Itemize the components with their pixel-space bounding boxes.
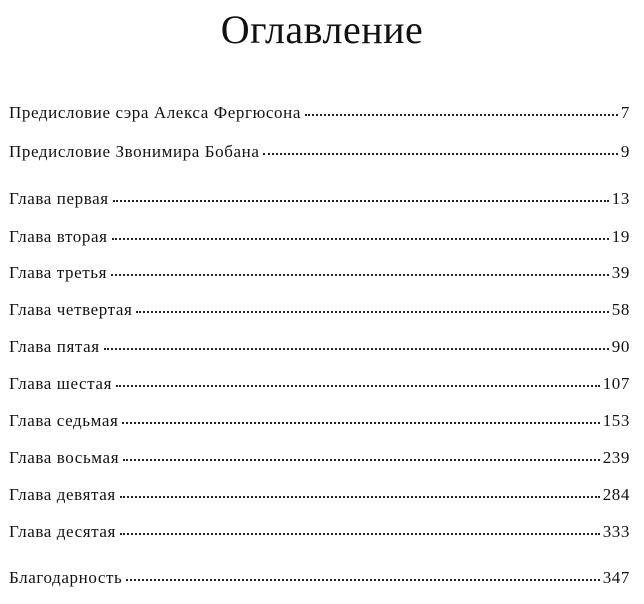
dot-leader [123, 459, 600, 461]
toc-entry-page: 7 [620, 103, 630, 122]
toc-entry-label: Глава вторая [9, 227, 108, 246]
toc-entry-chapter-9[interactable] [9, 484, 630, 506]
dot-leader [120, 533, 600, 535]
toc-entry-chapter-7[interactable] [9, 410, 630, 432]
dot-leader [111, 274, 609, 276]
toc-entry-label: Благодарность [9, 568, 123, 587]
dot-leader [263, 153, 617, 155]
dot-leader [136, 311, 608, 313]
toc-entry-label: Глава восьмая [9, 448, 120, 467]
dot-leader [112, 238, 609, 240]
toc-entry-chapter-8[interactable] [9, 447, 630, 469]
toc-entry-chapter-10[interactable] [9, 521, 630, 543]
toc-entry-label: Глава третья [9, 263, 108, 282]
toc-entry-page: 239 [602, 448, 630, 467]
toc-entry-page: 333 [602, 522, 630, 541]
toc-entry-page: 284 [602, 485, 630, 504]
toc-entry-chapter-6[interactable] [9, 373, 630, 395]
toc-entry-label: Глава девятая [9, 485, 116, 504]
toc-entry-acknowledgements[interactable] [9, 567, 630, 589]
toc-entry-label: Глава шестая [9, 374, 112, 393]
toc-entry-page: 9 [620, 142, 630, 161]
toc-entry-chapter-3[interactable] [9, 262, 630, 284]
toc-entry-chapter-2[interactable] [9, 226, 630, 248]
dot-leader [116, 385, 600, 387]
toc-entry-label: Глава седьмая [9, 411, 119, 430]
toc-entry-foreword-boban[interactable] [9, 141, 630, 163]
toc-entry-page: 19 [611, 227, 630, 246]
dot-leader [126, 579, 599, 581]
toc-entry-label: Глава пятая [9, 337, 100, 356]
toc-entry-label: Глава первая [9, 189, 109, 208]
toc-entry-page: 58 [611, 300, 630, 319]
toc-entry-page: 107 [602, 374, 630, 393]
dot-leader [113, 200, 609, 202]
toc-entry-label: Глава десятая [9, 522, 116, 541]
toc-entry-foreword-ferguson[interactable] [9, 102, 630, 124]
page-title: Оглавление [220, 7, 424, 52]
toc-entry-page: 39 [611, 263, 630, 282]
dot-leader [120, 496, 600, 498]
dot-leader [122, 422, 599, 424]
toc-entry-chapter-4[interactable] [9, 299, 630, 321]
toc-entry-label: Предисловие Звонимира Бобана [9, 142, 260, 161]
toc-entry-page: 347 [602, 568, 630, 587]
toc-entry-page: 153 [602, 411, 630, 430]
dot-leader [104, 348, 609, 350]
dot-leader [305, 114, 618, 116]
toc-entry-page: 90 [611, 337, 630, 356]
toc-entry-chapter-5[interactable] [9, 336, 630, 358]
toc-entry-label: Глава четвертая [9, 300, 133, 319]
toc-entry-page: 13 [611, 189, 630, 208]
toc-entry-chapter-1[interactable] [9, 188, 630, 210]
toc-entry-label: Предисловие сэра Алекса Фергюсона [9, 103, 301, 122]
